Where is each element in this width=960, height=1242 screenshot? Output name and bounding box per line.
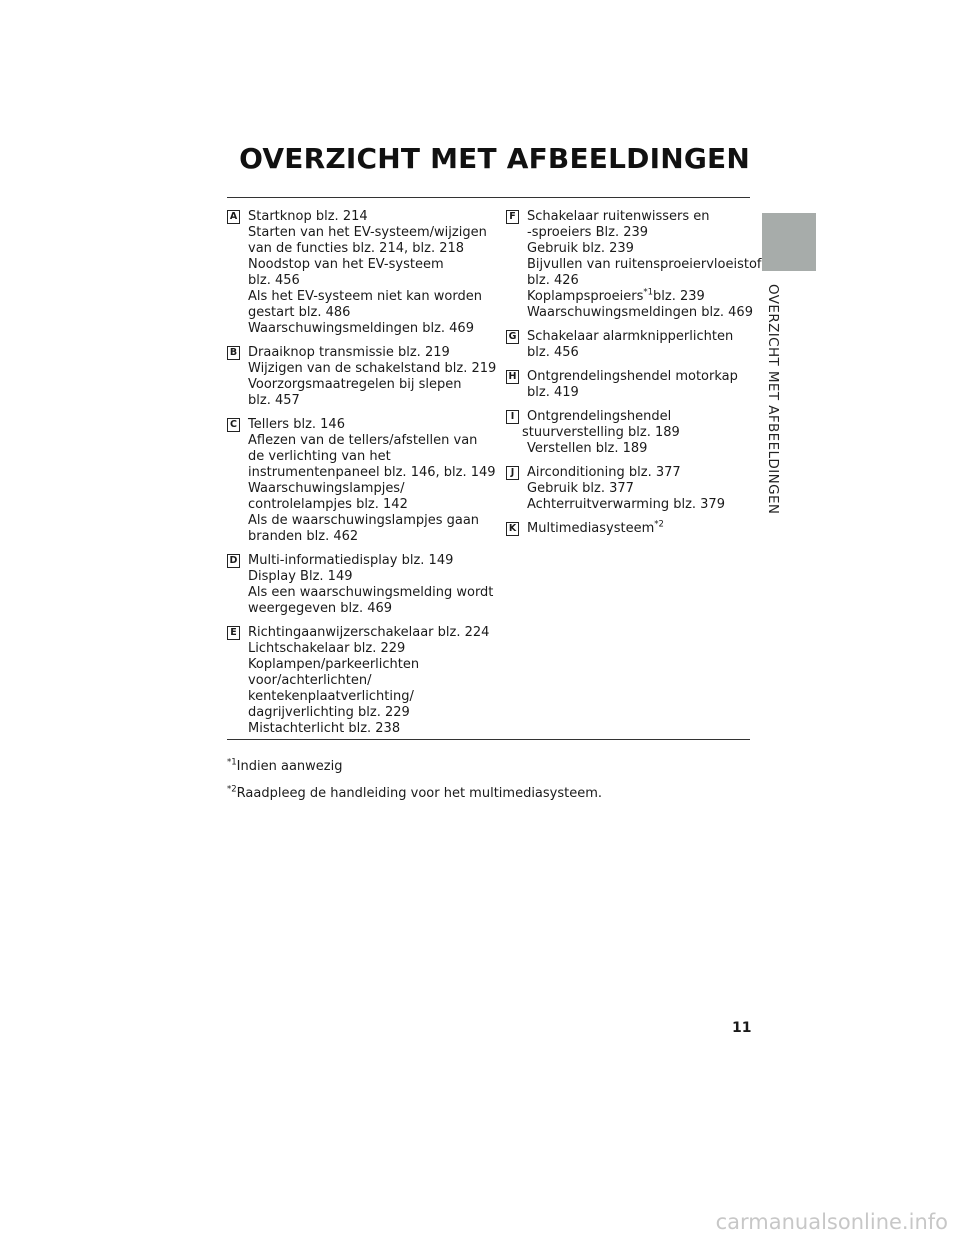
- item-line: Waarschuwingslampjes/: [248, 481, 405, 496]
- footnote-mark: *2: [227, 784, 237, 795]
- item-badge: A: [227, 210, 240, 224]
- item-line: blz. 426: [527, 273, 579, 288]
- section-tab-text: OVERZICHT MET AFBEELDINGEN: [765, 284, 781, 515]
- list-item: [506, 369, 754, 401]
- item-line: [527, 289, 754, 305]
- item-line: Wijzigen van de schakelstand blz. 219: [248, 361, 497, 376]
- item-line: Tellers blz. 146: [248, 417, 345, 432]
- item-line: Draaiknop transmissie blz. 219: [248, 345, 450, 360]
- footnote-text: Indien aanwezig: [236, 759, 343, 774]
- item-line: gestart blz. 486: [248, 305, 351, 320]
- item-line: Waarschuwingsmeldingen blz. 469: [527, 305, 753, 320]
- item-line: controlelampjes blz. 142: [248, 497, 408, 512]
- item-line: van de functies blz. 214, blz. 218: [248, 241, 465, 256]
- list-item: [227, 553, 494, 617]
- item-line: -sproeiers Blz. 239: [527, 225, 649, 240]
- item-line: Mistachterlicht blz. 238: [248, 721, 401, 736]
- item-line: Voorzorgsmaatregelen bij slepen: [248, 377, 462, 392]
- item-badge: C: [227, 418, 240, 432]
- item-line: de verlichting van het: [248, 449, 391, 464]
- list-item: [506, 521, 754, 537]
- list-item: [227, 417, 496, 545]
- item-line: Airconditioning blz. 377: [527, 465, 681, 480]
- page-header: [227, 142, 750, 182]
- item-line: Koplampen/parkeerlichten: [248, 657, 420, 672]
- item-line: Richtingaanwijzerschakelaar blz. 224: [248, 625, 490, 640]
- list-item: [227, 345, 497, 409]
- item-line: Bijvullen van ruitensproeiervloeistof: [527, 257, 762, 272]
- item-line: kentekenplaatverlichting/: [248, 689, 414, 704]
- left-column: [227, 209, 497, 745]
- item-text: blz. 239: [653, 289, 705, 304]
- item-badge: G: [506, 330, 519, 344]
- list-item: [506, 329, 754, 361]
- right-column: [506, 209, 762, 545]
- item-line: blz. 457: [248, 393, 300, 408]
- item-line: Waarschuwingsmeldingen blz. 469: [248, 321, 474, 336]
- item-line: [527, 521, 754, 537]
- item-line: weergegeven blz. 469: [248, 601, 393, 616]
- item-badge: H: [506, 370, 519, 384]
- item-line: blz. 456: [527, 345, 579, 360]
- item-line: Gebruik blz. 377: [527, 481, 634, 496]
- section-tab-marker: [762, 213, 816, 271]
- footnotes: [227, 759, 602, 813]
- item-line: Schakelaar alarmknipperlichten: [527, 329, 734, 344]
- item-line: instrumentenpaneel blz. 146, blz. 149: [248, 465, 496, 480]
- item-line: Als het EV-systeem niet kan worden: [248, 289, 482, 304]
- footnote: [227, 759, 602, 774]
- item-line: Als de waarschuwingslampjes gaan: [248, 513, 480, 528]
- item-line: Schakelaar ruitenwissers en: [527, 209, 710, 224]
- item-line: blz. 419: [527, 385, 579, 400]
- list-item: [506, 209, 762, 321]
- footnote-mark: *1: [227, 757, 237, 768]
- item-line: dagrijverlichting blz. 229: [248, 705, 410, 720]
- item-line: Startknop blz. 214: [248, 209, 368, 224]
- top-divider: [227, 197, 750, 198]
- item-line: Display Blz. 149: [248, 569, 353, 584]
- watermark: carmanualsonline.info: [715, 1210, 948, 1234]
- bottom-divider: [227, 739, 750, 740]
- item-line: blz. 456: [248, 273, 300, 288]
- item-line: Ontgrendelingshendel: [527, 409, 672, 424]
- footnote-mark: *2: [654, 519, 664, 530]
- item-line: Lichtschakelaar blz. 229: [248, 641, 406, 656]
- item-badge: F: [506, 210, 519, 224]
- page-title: OVERZICHT MET AFBEELDINGEN: [239, 142, 750, 175]
- item-line: Multi-informatiedisplay blz. 149: [248, 553, 454, 568]
- list-item: [227, 625, 490, 737]
- section-tab-label: [765, 284, 785, 515]
- item-badge: K: [506, 522, 519, 536]
- item-text: Koplampsproeiers: [527, 289, 644, 304]
- item-badge: D: [227, 554, 240, 568]
- item-line: Verstellen blz. 189: [527, 441, 648, 456]
- item-badge: E: [227, 626, 240, 640]
- item-badge: B: [227, 346, 240, 360]
- footnote: [227, 786, 602, 801]
- item-line: Ontgrendelingshendel motorkap: [527, 369, 738, 384]
- item-line: Als een waarschuwingsmelding wordt: [248, 585, 494, 600]
- footnote-text: Raadpleeg de handleiding voor het multimediasysteem.: [236, 786, 603, 801]
- list-item: [506, 465, 754, 513]
- item-line: branden blz. 462: [248, 529, 359, 544]
- list-item: [227, 209, 487, 337]
- item-line: voor/achterlichten/: [248, 673, 372, 688]
- item-line: Achterruitverwarming blz. 379: [527, 497, 725, 512]
- item-badge: J: [506, 466, 519, 480]
- item-line: Starten van het EV-systeem/wijzigen: [248, 225, 487, 240]
- item-badge: I: [506, 410, 519, 424]
- footnote-mark: *1: [643, 287, 654, 298]
- item-line: stuurverstelling blz. 189: [522, 425, 680, 440]
- item-line: Gebruik blz. 239: [527, 241, 634, 256]
- item-line: Noodstop van het EV-systeem: [248, 257, 444, 272]
- list-item: [506, 409, 754, 457]
- item-text: Multimediasysteem: [527, 521, 655, 536]
- item-line: Aflezen van de tellers/afstellen van: [248, 433, 478, 448]
- page-number: 11: [732, 1020, 752, 1036]
